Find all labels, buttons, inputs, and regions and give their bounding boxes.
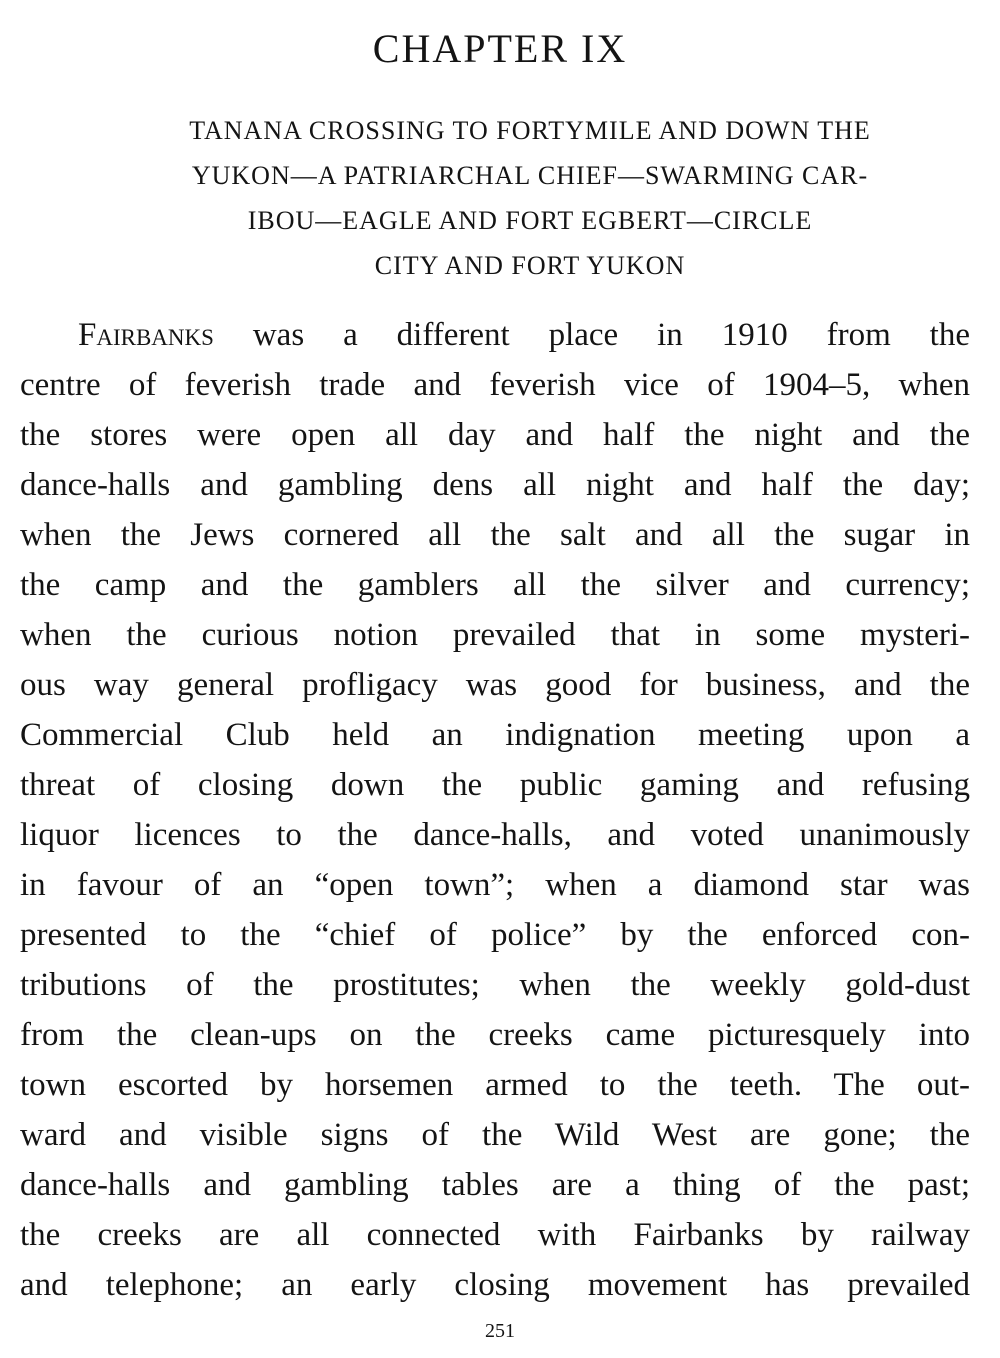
text-line: ous way general profligacy was good for business, and the [20, 667, 970, 703]
synopsis-line: CITY AND FORT YUKON [374, 251, 686, 280]
text-line: tributions of the prostitutes; when the weekly gold-dust [20, 967, 970, 1003]
body-paragraph [20, 310, 970, 1310]
text-line: dance-halls and gambling dens all night and half the day; [20, 467, 970, 503]
text-line-first [20, 310, 970, 360]
text-line: liquor licences to the dance-halls, and voted unanimously [20, 817, 970, 853]
text-line: the camp and the gamblers all the silver and currency; [20, 567, 970, 603]
text-line: dance-halls and gambling tables are a thing of the past; [20, 1167, 970, 1203]
synopsis-line: TANANA CROSSING TO FORTYMILE AND DOWN THE [189, 116, 871, 145]
synopsis-line: IBOU—EAGLE AND FORT EGBERT—CIRCLE [247, 206, 813, 235]
text-line: when the curious notion prevailed that in some mysteri- [20, 617, 970, 653]
text-line: in favour of an “open town”; when a diamond star was [20, 867, 970, 903]
text-line: town escorted by horsemen armed to the teeth. The out- [20, 1067, 970, 1103]
text-line: when the Jews cornered all the salt and all the sugar in [20, 517, 970, 553]
text-line: from the clean-ups on the creeks came picturesquely into [20, 1017, 970, 1053]
text-line: ward and visible signs of the Wild West are gone; the [20, 1117, 970, 1153]
chapter-synopsis [110, 108, 950, 288]
synopsis-line: YUKON—A PATRIARCHAL CHIEF—SWARMING CAR- [191, 161, 869, 190]
text-line: and telephone; an early closing movement has prevailed [20, 1267, 970, 1303]
chapter-title: CHAPTER IX [372, 26, 628, 71]
page-number: 251 [485, 1320, 515, 1342]
text-line: Commercial Club held an indignation meeting upon a [20, 717, 970, 753]
text-line: centre of feverish trade and feverish vice of 1904–5, when [20, 367, 970, 403]
text-line: the stores were open all day and half the night and the [20, 417, 970, 453]
first-line-rest: was a different place in 1910 from the [213, 317, 970, 353]
text-line: threat of closing down the public gaming and refusing [20, 767, 970, 803]
lead-word: Fairbanks [78, 317, 214, 353]
text-line: the creeks are all connected with Fairbanks by railway [20, 1217, 970, 1253]
text-line: presented to the “chief of police” by the enforced con- [20, 917, 970, 953]
